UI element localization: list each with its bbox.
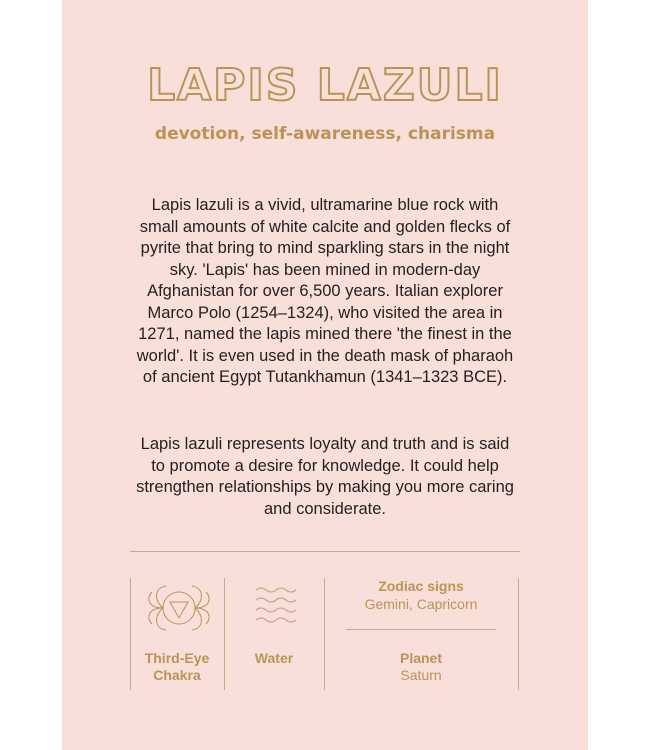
zodiac-label: Zodiac signs: [378, 578, 464, 594]
chakra-label: Third-Eye Chakra: [144, 650, 210, 683]
planet-value: Saturn: [400, 667, 442, 683]
planet-label: Planet: [399, 650, 442, 666]
element-label: Water: [254, 650, 294, 666]
section-divider: [130, 551, 520, 552]
card-title: LAPIS LAZULI: [147, 60, 503, 111]
column-divider-1: [224, 578, 225, 690]
zodiac-planet-divider: [346, 629, 496, 630]
right-border-line: [518, 578, 519, 690]
water-waves-icon: [254, 584, 298, 628]
crystal-card: [62, 0, 588, 750]
chakra-triangle-icon: [142, 578, 216, 638]
description-paragraph-2: Lapis lazuli represents loyalty and truth and is said to promote a desire for knowledge. It could help strengthen relationships by making you more caring and considerate.: [136, 435, 514, 518]
description-paragraph-1: Lapis lazuli is a vivid, ultramarine blue rock with small amounts of white calcite and golden flecks of pyrite that bring to mind sparkling stars in the night sky. 'Lapis' has been mined in modern-day Afghanistan for over 6,500 years. Italian explorer Marco Polo (1254–1324), who visited the area in 1271, named the lapis mined there 'the finest in the world'. It is even used in the death mask of pharaoh of ancient Egypt Tutankhamun (1341–1323 BCE).: [136, 196, 514, 386]
zodiac-value: Gemini, Capricorn: [364, 596, 478, 612]
card-subtitle: devotion, self-awareness, charisma: [154, 124, 496, 144]
